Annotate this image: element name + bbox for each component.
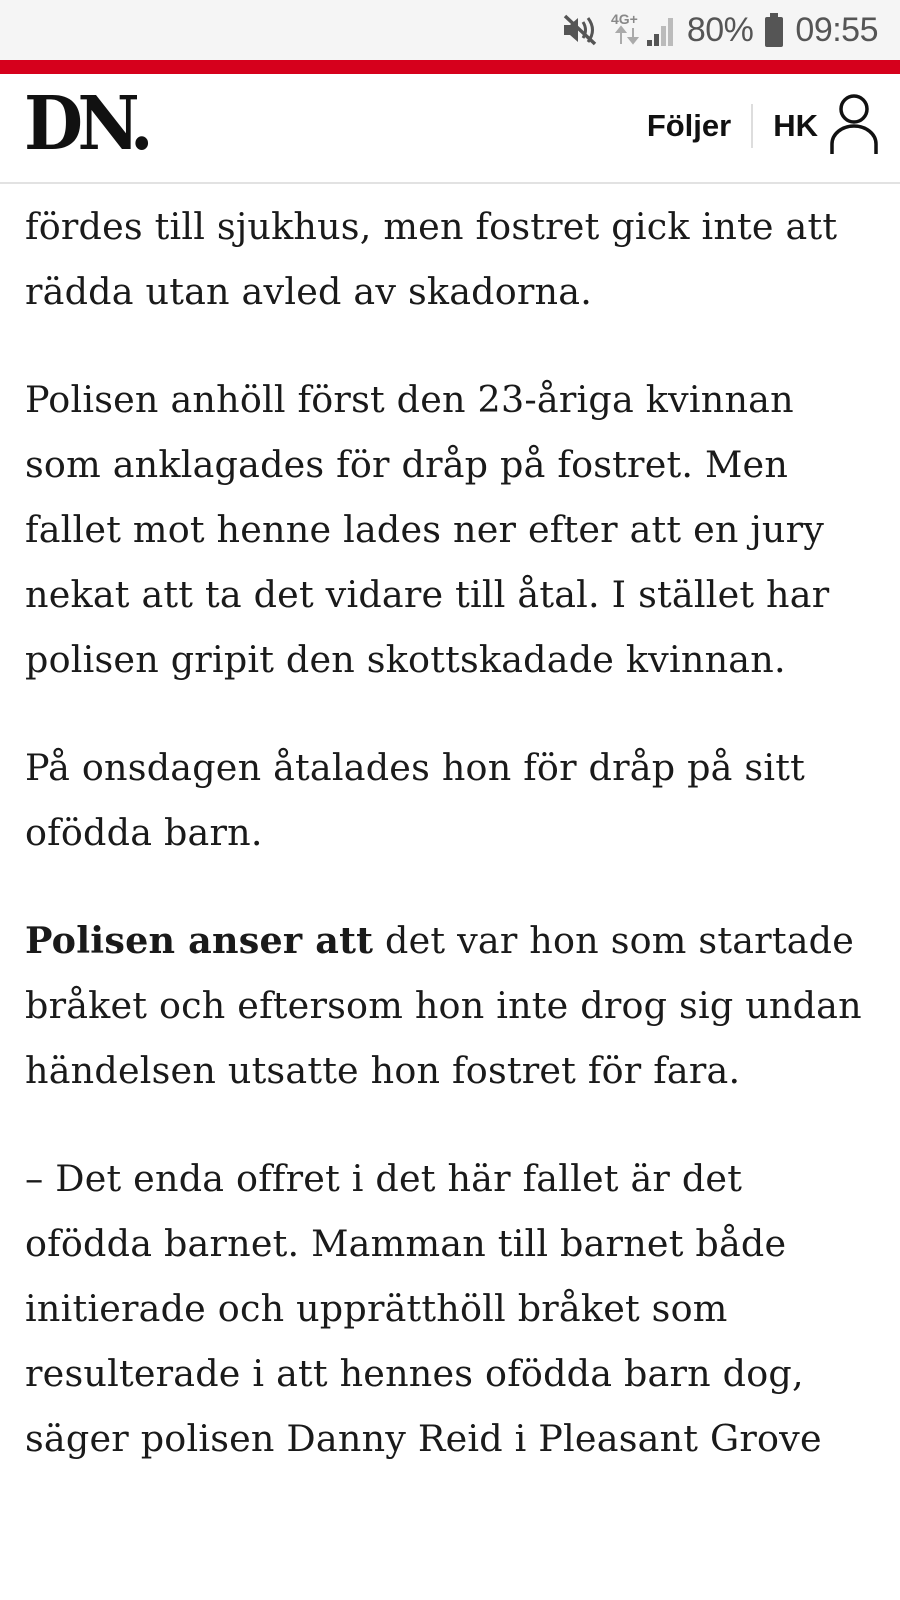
article-paragraph: – Det enda offret i det här fallet är det ofödda barnet. Mamman till barnet både initierade och upprätthöll bråket som resulterade i att hennes ofödda barn dog, säger polisen Danny Reid i Pleasant Grove (25, 1157, 822, 1460)
article-paragraph (25, 908, 875, 1103)
header-actions (647, 90, 878, 162)
signal-icon (609, 10, 677, 50)
header-divider (751, 104, 753, 148)
paragraph-lead-bold: Polisen anser att (25, 919, 374, 962)
battery-icon (763, 12, 785, 48)
article-paragraph: På onsdagen åtalades hon för dråp på sitt ofödda barn. (25, 746, 805, 854)
paragraph-text: det var hon som startade bråket och eftersom hon inte drog sig undan händelsen utsatte hon fostret för fara. (25, 919, 862, 1092)
following-link[interactable]: Följer (646, 108, 732, 143)
article-paragraph: Polisen anhöll först den 23-åriga kvinnan som anklagades för dråp på fostret. Men fallet mot henne lades ner efter att en jury nekat att ta det vidare till åtal. I stället har polisen gripit den skottskadade kvinnan. (25, 378, 830, 681)
dn-logo[interactable]: DN. (24, 81, 149, 167)
site-header (0, 74, 900, 184)
network-type-label: 4G+ (610, 11, 638, 27)
user-initials: HK (773, 108, 818, 143)
article-body (25, 184, 875, 1600)
user-icon (830, 92, 878, 161)
mute-icon (561, 13, 599, 47)
clock: 09:55 (795, 10, 878, 49)
profile-button[interactable] (773, 92, 878, 161)
article-paragraph: fördes till sjukhus, men fostret gick inte att rädda utan avled av skadorna. (25, 205, 838, 313)
battery-percent: 80% (686, 10, 754, 49)
status-bar (0, 0, 900, 60)
accent-bar (0, 60, 900, 74)
